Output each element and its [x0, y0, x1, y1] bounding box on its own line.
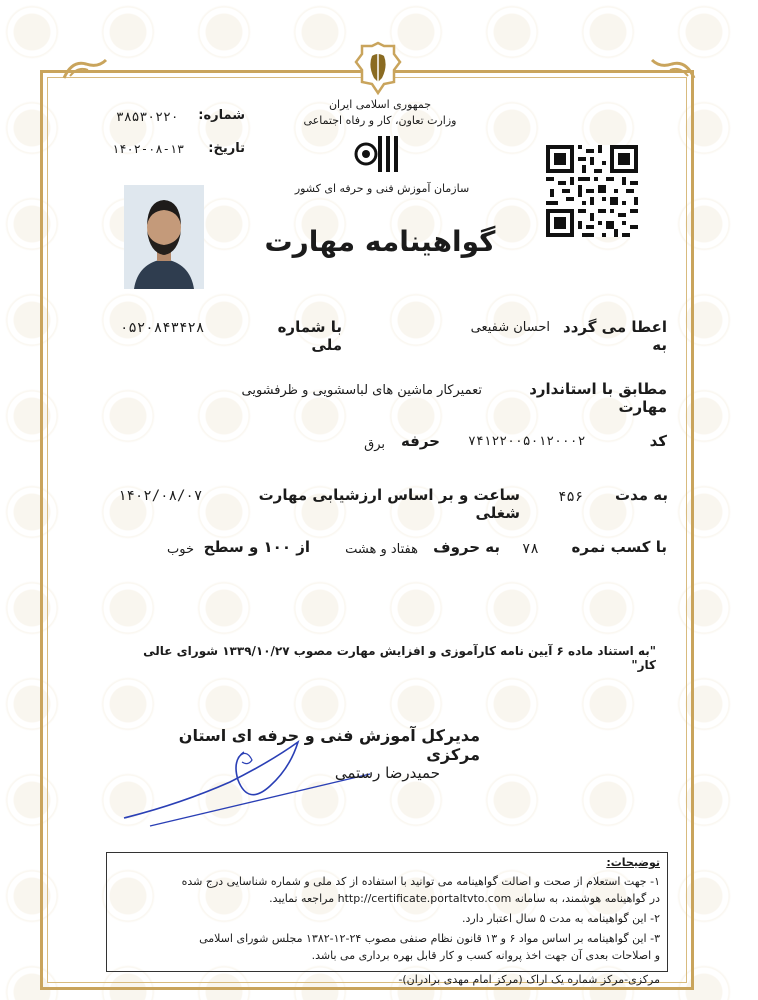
duration-value: ۴۵۶	[558, 489, 584, 505]
score-value: ۷۸	[522, 541, 539, 557]
national-id-label: با شماره ملی	[277, 318, 342, 354]
signatory-position: مدیرکل آموزش فنی و حرفه ای استان مرکزی	[178, 726, 480, 764]
date-label: تاریخ:	[208, 141, 245, 156]
signatory-name: حمیدرضا رستمی	[334, 764, 440, 782]
trade-value: برق	[364, 437, 385, 452]
organization-name: سازمان آموزش فنی و حرفه ای کشور	[294, 182, 470, 195]
score-label: با کسب نمره	[571, 538, 667, 556]
left-corner-ornament	[62, 58, 108, 80]
words-value: هفتاد و هشت	[345, 542, 418, 557]
standard-value: تعمیرکار ماشین های لباسشویی و ظرفشویی	[241, 383, 482, 398]
number-label: شماره:	[198, 108, 245, 123]
note-line-3: ۲- این گواهینامه به مدت ۵ سال اعتبار دارد.	[462, 912, 660, 925]
note-line-4: ۳- این گواهینامه بر اساس مواد ۶ و ۱۳ قانون نظام صنفی مصوب ۲۴-۱۲-۱۳۸۲ مجلس شورای اسلامی	[199, 932, 660, 945]
assessment-date: ۱۴۰۲/۰۸/۰۷	[118, 488, 203, 504]
country-name: جمهوری اسلامی ایران	[328, 98, 432, 111]
legal-basis: "به استناد ماده ۶ آیین نامه کارآموزی و افزایش مهارت مصوب ۱۳۳۹/۱۰/۲۷ شورای عالی کار"	[143, 644, 656, 672]
issuing-center: مرکزی-مرکز شماره یک اراک (مرکز امام مهدی برادران)-	[398, 973, 660, 986]
note-line-1: ۱- جهت استعلام از صحت و اصالت گواهینامه می توانید با استفاده از کد ملی و شماره شناسایی درج شده	[181, 875, 660, 888]
qr-code	[546, 145, 638, 237]
note-line-2: در گواهینامه هوشمند، به سامانه http://certificate.portaltvto.com مراجعه نمایید.	[269, 892, 660, 905]
level-value: خوب	[167, 542, 194, 557]
duration-label: به مدت	[615, 486, 668, 504]
notes-heading: توضیحات:	[606, 856, 660, 869]
number-value: ۳۸۵۳۰۲۲۰	[116, 110, 179, 125]
assessment-label: ساعت و بر اساس ارزشیابی مهارت شغلی	[258, 486, 520, 522]
ministry-name: وزارت تعاون، کار و رفاه اجتماعی	[303, 114, 457, 127]
words-label: به حروف	[433, 538, 500, 556]
granted-value: احسان شفیعی	[470, 320, 550, 335]
organization-logo-icon	[352, 132, 404, 174]
level-label: از ۱۰۰ و سطح	[203, 538, 310, 556]
standard-label: مطابق با استاندارد مهارت	[529, 380, 667, 416]
date-value: ۱۴۰۲-۰۸-۱۳	[112, 142, 185, 156]
national-id-value: ۰۵۲۰۸۴۳۴۲۸	[120, 320, 205, 336]
note-line-5: و اصلاحات بعدی آن جهت اخذ پروانه کسب و کار قابل بهره برداری می باشد.	[311, 949, 660, 962]
code-value: ۷۴۱۲۲۰۰۵۰۱۲۰۰۰۲	[468, 434, 586, 449]
code-label: کد	[649, 432, 667, 450]
emblem-icon	[350, 40, 406, 96]
right-corner-ornament	[650, 58, 696, 80]
trade-label: حرفه	[400, 432, 440, 450]
certificate-title: گواهینامه مهارت	[264, 225, 496, 258]
granted-label: اعطا می گردد به	[563, 318, 667, 354]
holder-photo	[124, 185, 204, 289]
